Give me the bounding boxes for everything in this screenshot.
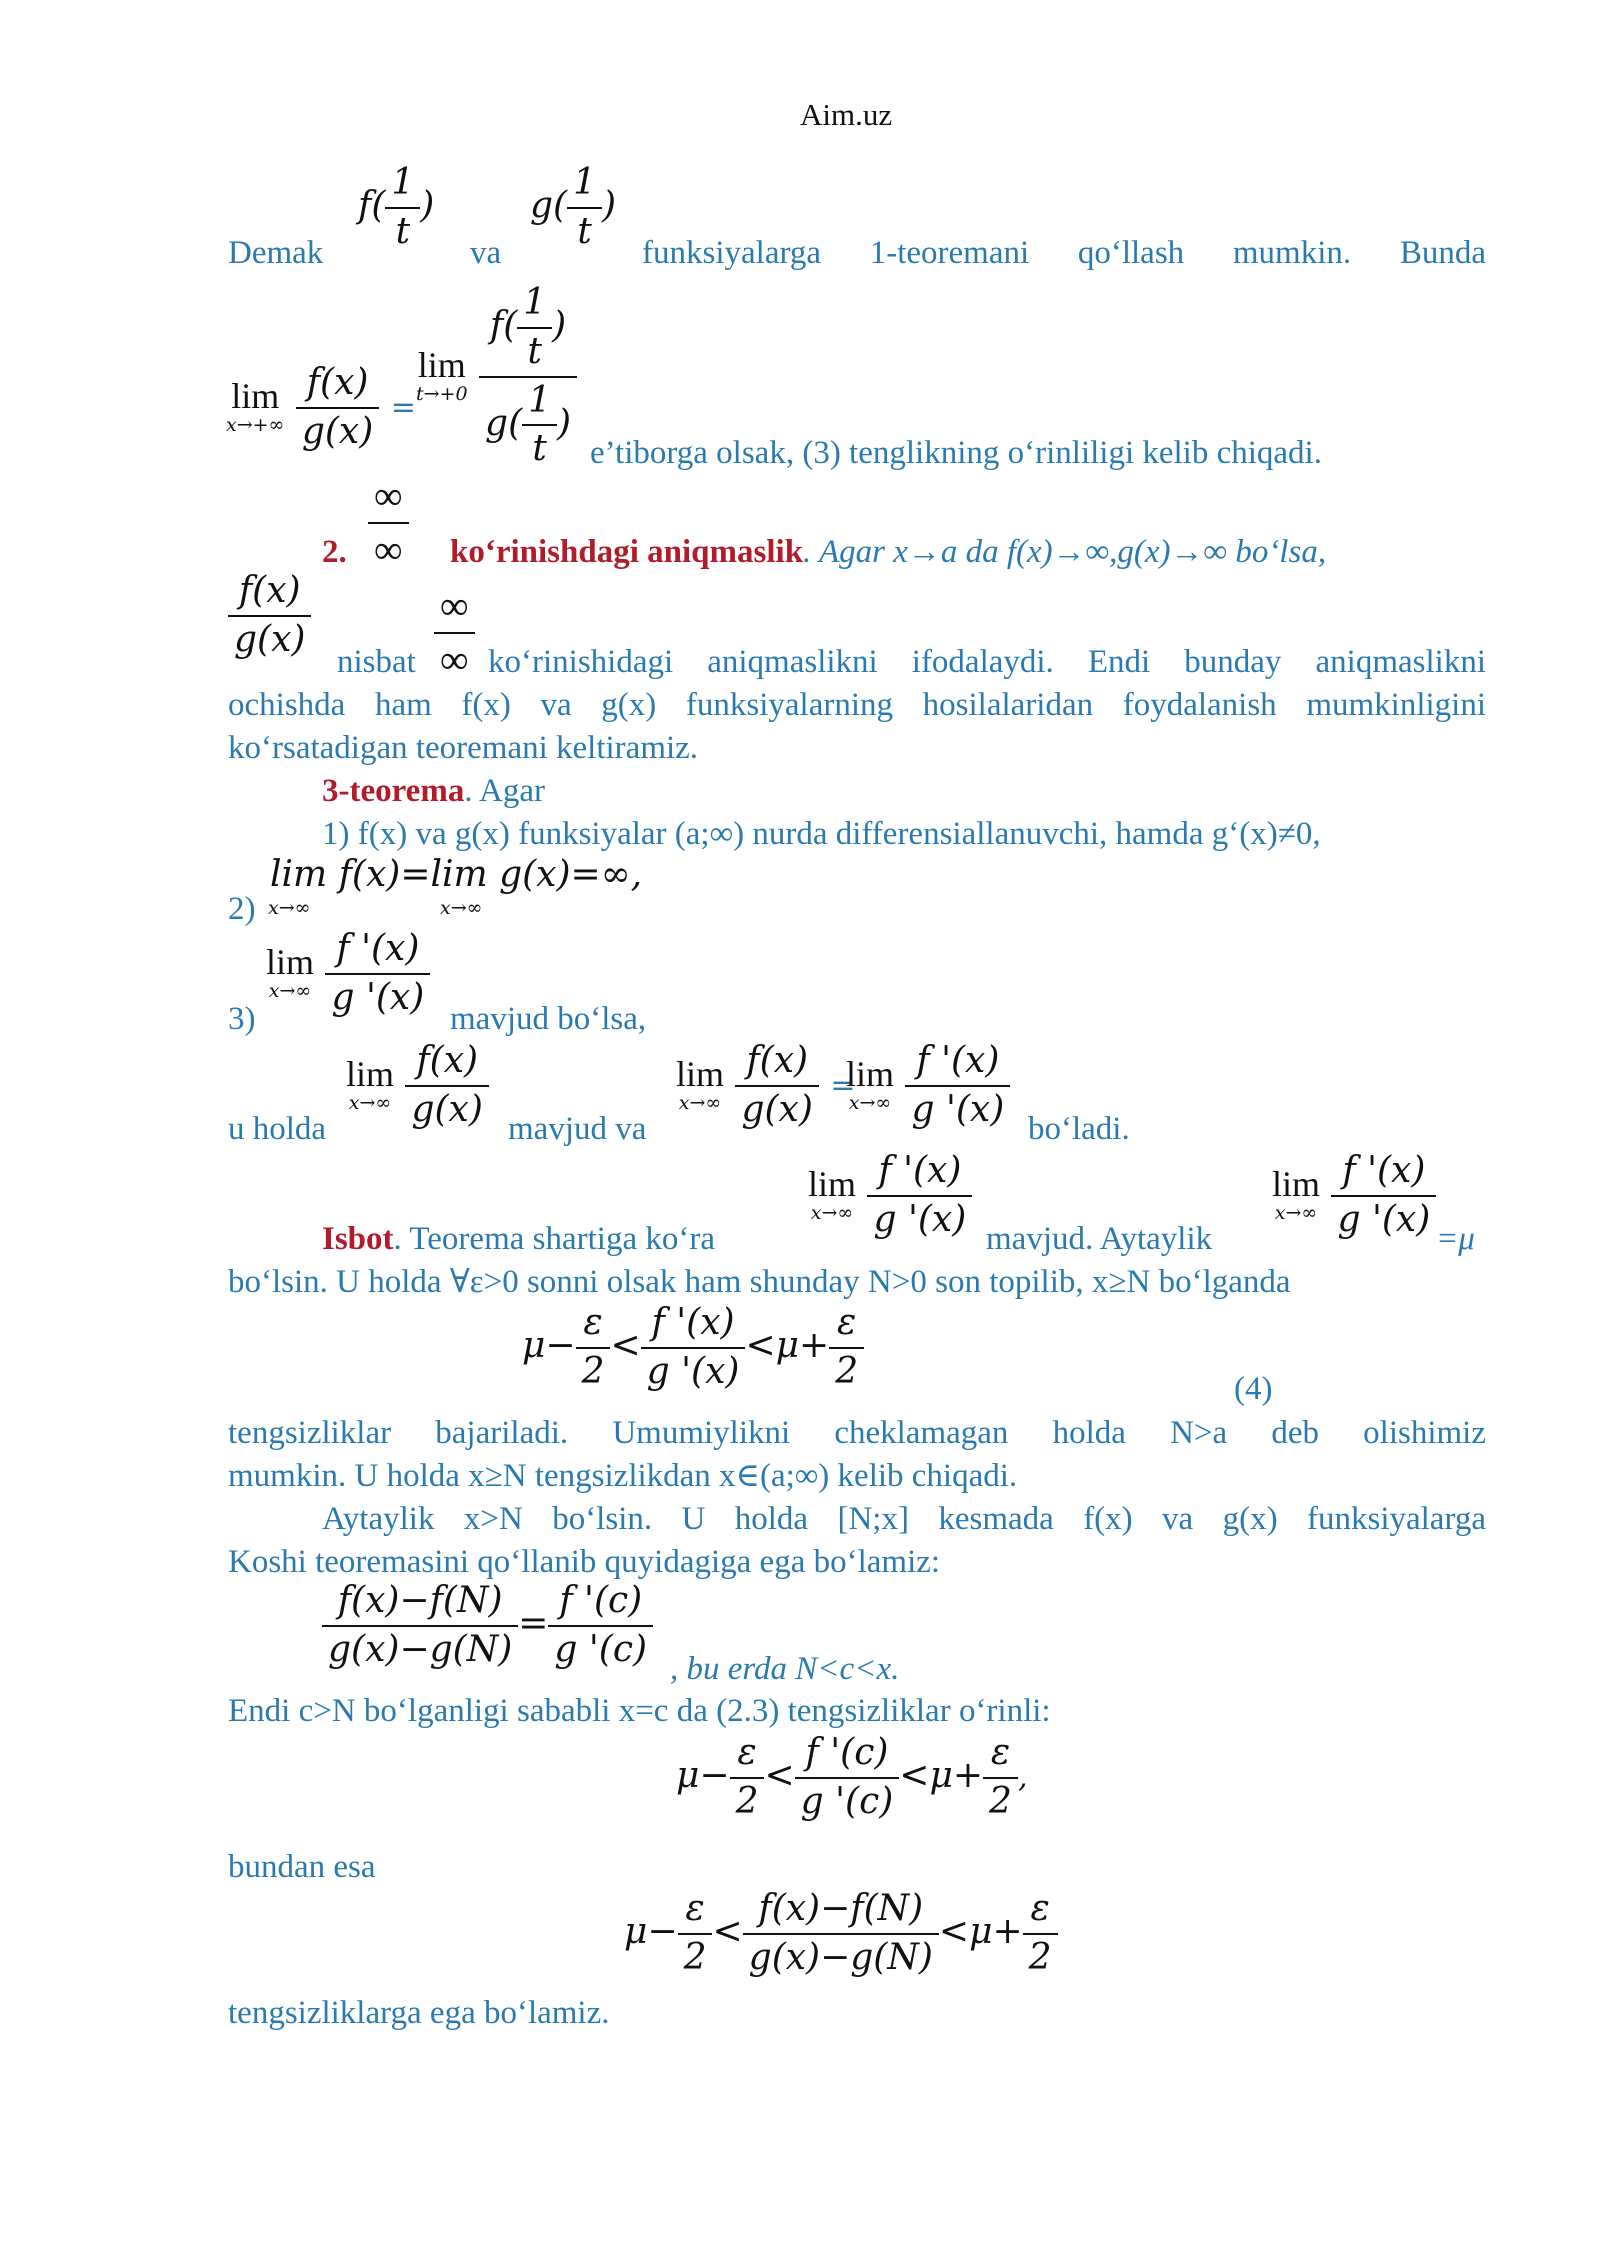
section2-line	[450, 531, 1486, 574]
para2-line1: ko‘rinishidagi aniqmaslikni ifodalaydi. Endi bunday aniqmaslikni	[488, 644, 1486, 680]
fx-over-gx: $\frac{f(x)}{g(x)}$	[228, 568, 311, 664]
theorem3-item2-sub1: x→∞	[268, 897, 311, 919]
proof-mavjud: mavjud. Aytaylik	[986, 1221, 1213, 1257]
boladi-word: bo‘ladi.	[1028, 1111, 1130, 1147]
theorem3-item3-label: 3)	[228, 1001, 256, 1037]
para2-line3: ko‘rsatadigan teoremani keltiramiz.	[228, 730, 699, 766]
inf-over-inf-heading: ∞ ∞	[368, 470, 409, 576]
theorem3-agar: . Agar	[464, 773, 545, 809]
section2-title: ko‘rinishdagi aniqmaslik	[450, 534, 804, 570]
lim-fx-over-gx: lim x→+∞ $\frac{f(x)}{g(x)}$ =	[226, 360, 416, 456]
para2-line2: ochishda ham f(x) va g(x) funksiyalarning hosilalaridan foydalanish mumkinligini	[228, 687, 1486, 723]
theorem3-item3-tail: mavjud bo‘lsa,	[450, 1001, 647, 1037]
demak-word: Demak	[228, 235, 324, 271]
theorem3-item2-expr: lim f(x)=lim g(x)=∞,	[270, 854, 643, 895]
proof-heading	[322, 1218, 715, 1261]
nisbat-word: nisbat	[337, 644, 416, 680]
cauchy-tail: , bu erda N<c<x.	[670, 1651, 900, 1687]
block2-tail: e’tiborga olsak, (3) tenglikning o‘rinliligi kelib chiqadi.	[590, 435, 1322, 471]
uholda-word: u holda	[228, 1111, 327, 1147]
inf-over-inf-inline: ∞ ∞	[434, 580, 475, 686]
proof-line2: bo‘lsin. U holda ∀ε>0 sonni olsak ham shunday N>0 son topilib, x≥N bo‘lganda	[228, 1264, 1291, 1300]
inequality-4: μ− $\frac{\varepsilon}{2}$ < $\frac{f '(x)}{g '(x)}$ <μ+ $\frac{\varepsilon}{2}$	[522, 1300, 864, 1396]
proof-title: Isbot	[322, 1221, 394, 1257]
inequality-c: μ− $\frac{\varepsilon}{2}$ < $\frac{f '(c)}{g '(c)}$ <μ+ $\frac{\varepsilon}{2}$ ,	[676, 1730, 1028, 1826]
va-word: va	[470, 235, 502, 271]
conclusion-lim2: lim x→∞ $\frac{f(x)}{g(x)}$ =	[676, 1038, 856, 1134]
lim-t-expression: lim t→+0 f( $\frac{1}{t}$ ) g( $\frac{1}{t}$ )	[416, 280, 577, 473]
proof-lim1: lim x→∞ $\frac{f '(x)}{g '(x)}$	[808, 1148, 972, 1244]
theorem3-item2-label: 2)	[228, 891, 256, 927]
mavjud-va-word: mavjud va	[508, 1111, 647, 1147]
conclusion-lim3: lim x→∞ $\frac{f '(x)}{g '(x)}$	[846, 1038, 1010, 1134]
conclusion-lim1: lim x→∞ $\frac{f(x)}{g(x)}$	[346, 1038, 489, 1134]
section2-number: 2.	[322, 534, 347, 570]
equation-4-label: (4)	[1234, 1371, 1273, 1407]
inequality-final: μ− $\frac{\varepsilon}{2}$ < $\frac{f(x)-f(N)}{g(x)-g(N)}$ <μ+ $\frac{\varepsilon}{2}$	[624, 1886, 1058, 1982]
bundan-esa: bundan esa	[228, 1849, 376, 1885]
proof-line4: mumkin. U holda x≥N tengsizlikdan x∈(a;∞) kelib chiqadi.	[228, 1458, 1018, 1494]
proof-line3: tengsizliklar bajariladi. Umumiylikni cheklamagan holda N>a deb olishimiz	[228, 1415, 1486, 1451]
proof-mu-tail: =μ	[1436, 1221, 1475, 1257]
g-one-over-t: g( $\frac{1}{t}$ )	[530, 160, 616, 256]
cauchy-equation: $\frac{f(x)-f(N)}{g(x)-g(N)}$ = $\frac{f '(c)}{g '(c)}$	[322, 1578, 653, 1674]
page-header: Aim.uz	[800, 97, 893, 132]
section2-rest: . Agar x→a da f(x)→∞,g(x)→∞ bo‘lsa,	[803, 534, 1327, 570]
theorem3-item3-limit: lim x→∞ $\frac{f '(x)}{g '(x)}$	[266, 926, 430, 1022]
proof-lim2: lim x→∞ $\frac{f '(x)}{g '(x)}$	[1272, 1148, 1436, 1244]
proof-line7: Endi c>N bo‘lganligi sababli x=c da (2.3) tengsizliklar o‘rinli:	[228, 1693, 1051, 1729]
proof-line6: Koshi teoremasini qo‘llanib quyidagiga ega bo‘lamiz:	[228, 1544, 941, 1580]
block1-tail: funksiyalarga 1-teoremani qo‘llash mumkin. Bunda	[642, 235, 1486, 271]
proof-text1: . Teorema shartiga ko‘ra	[393, 1221, 715, 1257]
theorem3-heading	[322, 770, 545, 813]
theorem3-item1: 1) f(x) va g(x) funksiyalar (a;∞) nurda differensiallanuvchi, hamda g‘(x)≠0,	[322, 816, 1321, 852]
final-line: tengsizliklarga ega bo‘lamiz.	[228, 1995, 610, 2031]
theorem3-item2-sub2: x→∞	[440, 897, 483, 919]
proof-line5: Aytaylik x>N bo‘lsin. U holda [N;x] kesmada f(x) va g(x) funksiyalarga	[322, 1501, 1486, 1537]
f-one-over-t: f( $\frac{1}{t}$ )	[358, 160, 434, 256]
theorem3-title: 3-teorema	[322, 773, 465, 809]
